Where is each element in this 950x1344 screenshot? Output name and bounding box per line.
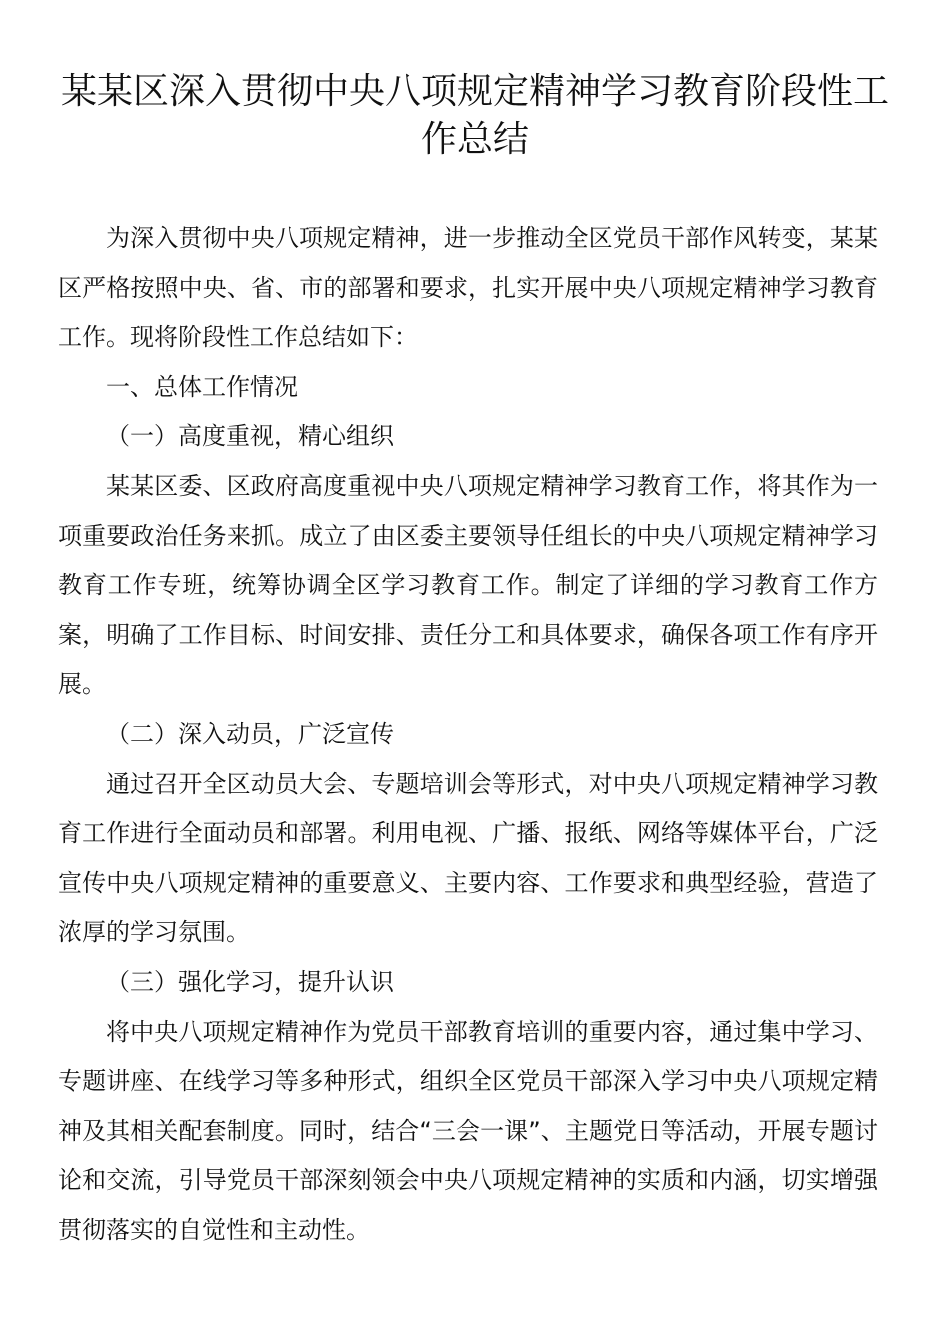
subheading-3: （三）强化学习，提升认识 [106,967,394,996]
document-body [58,214,878,1255]
section-heading-overall: 一、总体工作情况 [106,372,298,401]
subheading-1: （一）高度重视，精心组织 [106,422,394,451]
paragraph-3: 将中央八项规定精神作为党员干部教育培训的重要内容，通过集中学习、专题讲座、在线学习等多种形式，组织全区党员干部深入学习中央八项规定精神及其相关配套制度。同时，结合“三会一课”、主题党日等活动，开展专题讨论和交流，引导党员干部深刻领会中央八项规定精神的实质和内涵，切实增强贯彻落实的自觉性和主动性。 [58,1017,878,1244]
paragraph-2: 通过召开全区动员大会、专题培训会等形式，对中央八项规定精神学习教育工作进行全面动员和部署。利用电视、广播、报纸、网络等媒体平台，广泛宣传中央八项规定精神的重要意义、主要内容、工作要求和典型经验，营造了浓厚的学习氛围。 [58,769,878,947]
document-title: 某某区深入贯彻中央八项规定精神学习教育阶段性工作总结 [60,71,889,160]
intro-paragraph: 为深入贯彻中央八项规定精神，进一步推动全区党员干部作风转变，某某区严格按照中央、省、市的部署和要求，扎实开展中央八项规定精神学习教育工作。现将阶段性工作总结如下： [58,224,878,352]
paragraph-1: 某某区委、区政府高度重视中央八项规定精神学习教育工作，将其作为一项重要政治任务来抓。成立了由区委主要领导任组长的中央八项规定精神学习教育工作专班，统筹协调全区学习教育工作。制定了详细的学习教育工作方案，明确了工作目标、时间安排、责任分工和具体要求，确保各项工作有序开展。 [58,471,878,699]
subheading-2: （二）深入动员，广泛宣传 [106,719,394,748]
